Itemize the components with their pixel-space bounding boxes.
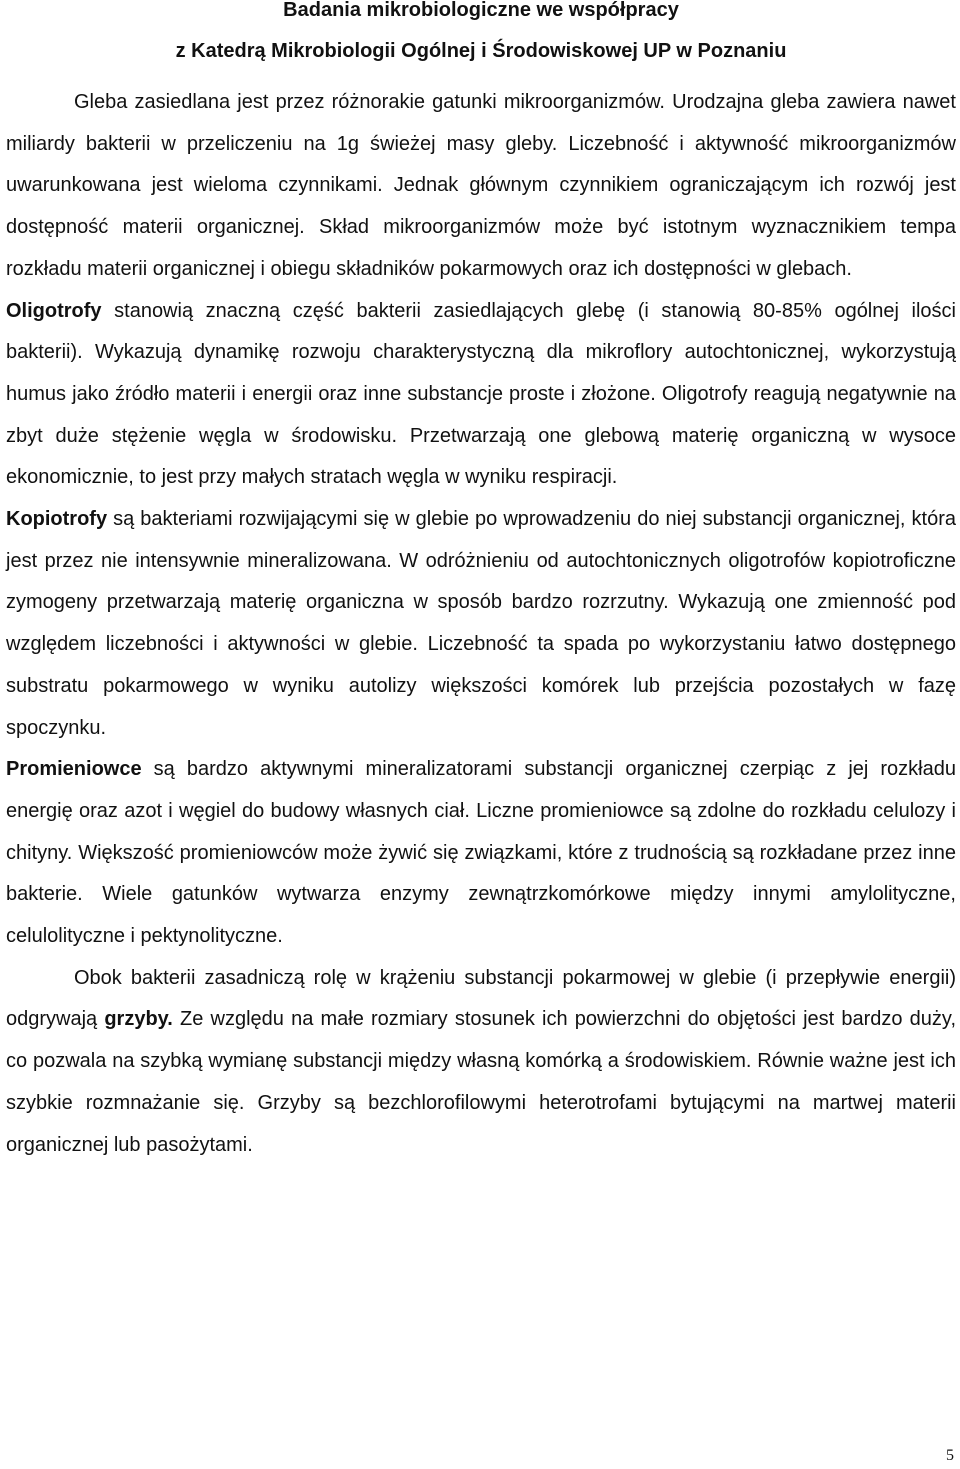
paragraph-oligotrofy [6, 291, 956, 500]
paragraph-grzyby-lead: Obok bakterii zasadniczą rolę w krążeniu substancji pokarmowej w glebie (i przepływie energii) odgrywają [6, 966, 956, 1031]
term-grzyby: grzyby. [104, 1008, 173, 1031]
paragraph-promieniowce-text: są bardzo aktywnymi mineralizatorami substancji organicznej czerpiąc z jej rozkładu energię oraz azot i węgiel do budowy własnych ciał. Liczne promieniowce są zdolne do rozkładu celulozy i chityny. Większość promieniowców może żywić się związkami, które z trudnością są rozkładane przez inne bakterie. Wiele gatunków wytwarza enzymy zewnątrzkomórkowe między innymi amylolityczne, celulolityczne i pektynolityczne. [6, 758, 956, 948]
page-number: 5 [946, 1447, 954, 1464]
term-promieniowce: Promieniowce [6, 758, 142, 781]
paragraph-oligotrofy-text: stanowią znaczną część bakterii zasiedlających glebę (i stanowią 80-85% ogólnej ilości bakterii). Wykazują dynamikę rozwoju charakterystyczną dla mikroflory autochtonicznej, wykorzystują humus jako źródło materii i energii oraz inne substancje proste i złożone. Oligotrofy reagują negatywnie na zbyt duże stężenie węgla w środowisku. Przetwarzają one glebową materię organiczną w wysoce ekonomicznie, to jest przy małych stratach węgla w wyniku respiracji. [6, 299, 956, 489]
paragraph-kopiotrofy-text: są bakteriami rozwijającymi się w glebie po wprowadzeniu do niej substancji organicznej, która jest przez nie intensywnie mineralizowana. W odróżnieniu od autochtonicznych oligotrofów kopiotroficzne zymogeny przetwarzają materię organiczna w sposób bardzo rozrzutny. Wykazują one zmienność pod względem liczebności i aktywności w glebie. Liczebność ta spada po wykorzystaniu łatwo dostępnego substratu pokarmowego w wyniku autolizy większości komórek lub przejścia pozostałych w fazę spoczynku. [6, 508, 956, 739]
paragraph-grzyby-text: Ze względu na małe rozmiary stosunek ich powierzchni do objętości jest bardzo duży, co pozwala na szybką wymianę substancji między własną komórką a środowiskiem. Równie ważne jest ich szybkie rozmnażanie się. Grzyby są bezchlorofilowymi heterotrofami bytującymi na martwej materii organicznej lub pasożytami. [6, 1008, 956, 1156]
paragraph-promieniowce [6, 749, 956, 958]
document-page [6, 0, 956, 1166]
term-oligotrofy: Oligotrofy [6, 299, 102, 322]
term-kopiotrofy: Kopiotrofy [6, 508, 108, 531]
document-title-line-1: Badania mikrobiologiczne we współpracy [283, 0, 679, 21]
document-body [6, 82, 956, 1166]
paragraph-grzyby [6, 958, 956, 1167]
paragraph-intro: Gleba zasiedlana jest przez różnorakie gatunki mikroorganizmów. Urodzajna gleba zawiera nawet miliardy bakterii w przeliczeniu na 1g świeżej masy gleby. Liczebność i aktywność mikroorganizmów uwarunkowana jest wieloma czynnikami. Jednak głównym czynnikiem ograniczającym ich rozwój jest dostępność materii organicznej. Skład mikroorganizmów może być istotnym wyznacznikiem tempa rozkładu materii organicznej i obiegu składników pokarmowych oraz ich dostępności w glebach. [6, 91, 956, 280]
paragraph-kopiotrofy [6, 499, 956, 749]
document-title-line-2: z Katedrą Mikrobiologii Ogólnej i Środowiskowej UP w Poznaniu [175, 40, 787, 62]
